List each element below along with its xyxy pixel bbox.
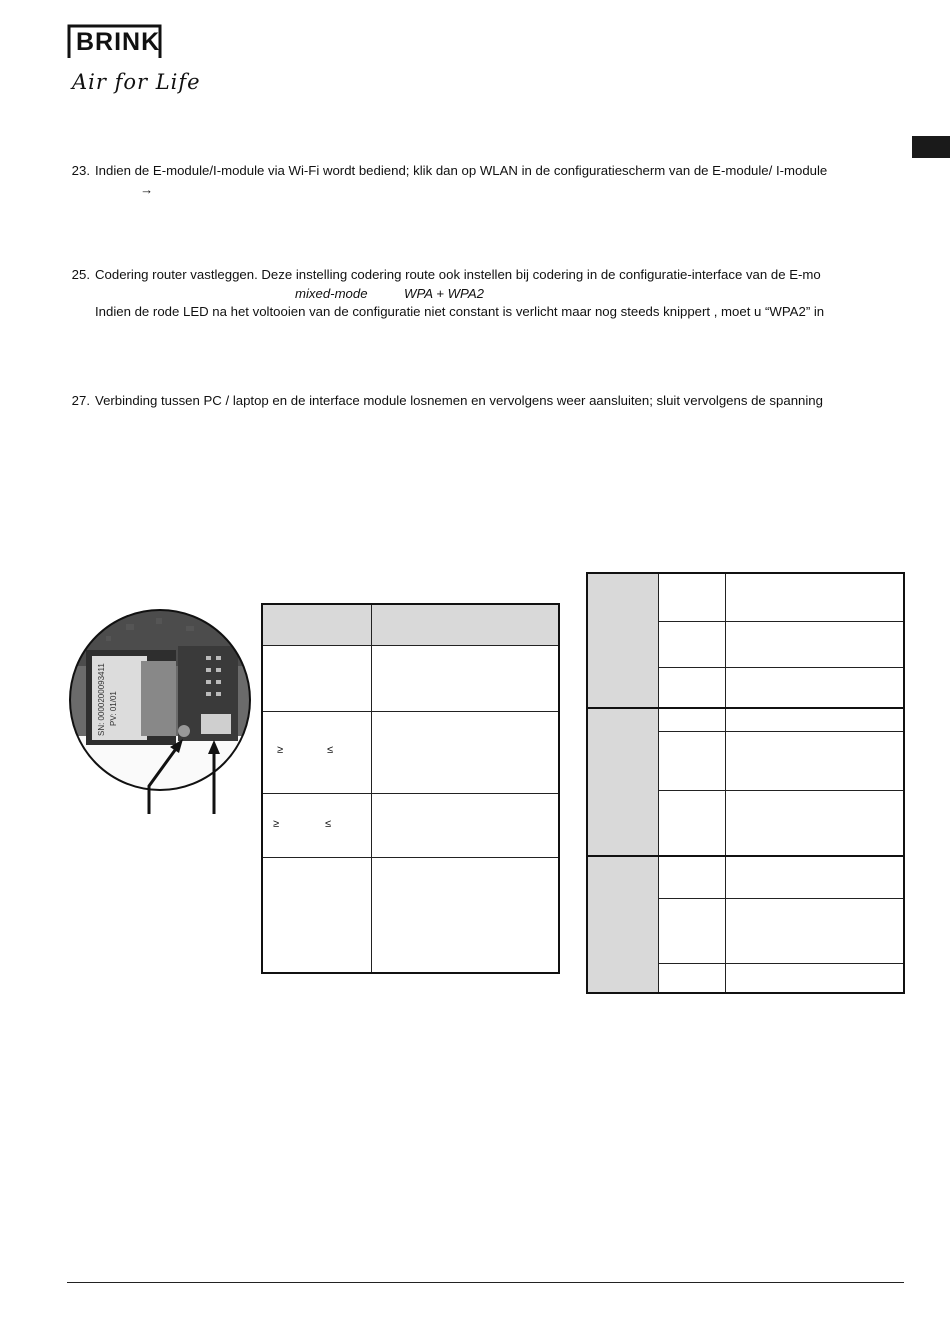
step-text: Indien de E-module/I-module via Wi-Fi wordt bediend; klik dan op WLAN in de configuratiescherm van de E-module/ I-module xyxy=(95,163,828,178)
table-cell xyxy=(659,899,726,964)
table-cell xyxy=(659,668,726,709)
wifi-status-table xyxy=(586,572,905,994)
brink-logo: BRINK xyxy=(76,28,161,56)
module-photo xyxy=(66,606,256,816)
table-cell xyxy=(659,791,726,857)
table-cell xyxy=(726,856,905,899)
gte-symbol: ≥ xyxy=(277,744,284,756)
led-status-table xyxy=(261,603,560,974)
table-cell xyxy=(726,964,905,994)
serial-label: SN: 0000200093411 xyxy=(97,663,106,736)
step-number: 25. xyxy=(71,267,90,282)
table-cell xyxy=(372,712,560,794)
table-cell xyxy=(726,573,905,622)
table-cell xyxy=(262,712,372,794)
wpa-label: WPA + WPA2 xyxy=(404,286,484,301)
table-cell xyxy=(659,964,726,994)
table-cell xyxy=(659,708,726,732)
table-cell xyxy=(372,646,560,712)
footer-rule xyxy=(67,1282,904,1283)
table-cell xyxy=(726,899,905,964)
step-number: 27. xyxy=(71,393,90,408)
mixed-mode-label: mixed-mode xyxy=(295,286,368,301)
step-number: 23. xyxy=(71,163,90,178)
table-cell xyxy=(262,858,372,974)
table-cell xyxy=(659,856,726,899)
lte-symbol: ≤ xyxy=(327,744,334,756)
step-text-continued: Indien de rode LED na het voltooien van de configuratie niet constant is verlicht maar nog steeds knippert , moet u “WPA2” in xyxy=(95,304,825,319)
group-cell xyxy=(587,856,659,993)
pv-label: PV: 01/01 xyxy=(109,691,118,726)
group-cell xyxy=(587,708,659,856)
table-cell xyxy=(726,791,905,857)
table-cell xyxy=(726,708,905,732)
arrow-glyph: → xyxy=(140,182,154,197)
step-text: Verbinding tussen PC / laptop en de interface module losnemen en vervolgens weer aansluiten; sluit vervolgens de spanning xyxy=(95,393,823,408)
table-cell xyxy=(659,622,726,668)
table-header-cell xyxy=(262,604,372,646)
lte-symbol: ≤ xyxy=(325,818,332,830)
table-cell xyxy=(726,622,905,668)
section-tab-marker xyxy=(912,136,950,158)
table-cell xyxy=(659,732,726,791)
table-cell xyxy=(372,858,560,974)
gte-symbol: ≥ xyxy=(273,818,280,830)
table-cell xyxy=(659,573,726,622)
group-cell xyxy=(587,573,659,708)
step-text: Codering router vastleggen. Deze instelling codering route ook instellen bij codering in de configuratie-interface van de E-mo xyxy=(95,267,821,282)
table-cell xyxy=(262,646,372,712)
table-cell xyxy=(726,668,905,709)
table-cell xyxy=(262,794,372,858)
table-cell xyxy=(726,732,905,791)
brand-tagline: Air for Life xyxy=(72,70,201,94)
table-header-cell xyxy=(372,604,560,646)
table-cell xyxy=(372,794,560,858)
